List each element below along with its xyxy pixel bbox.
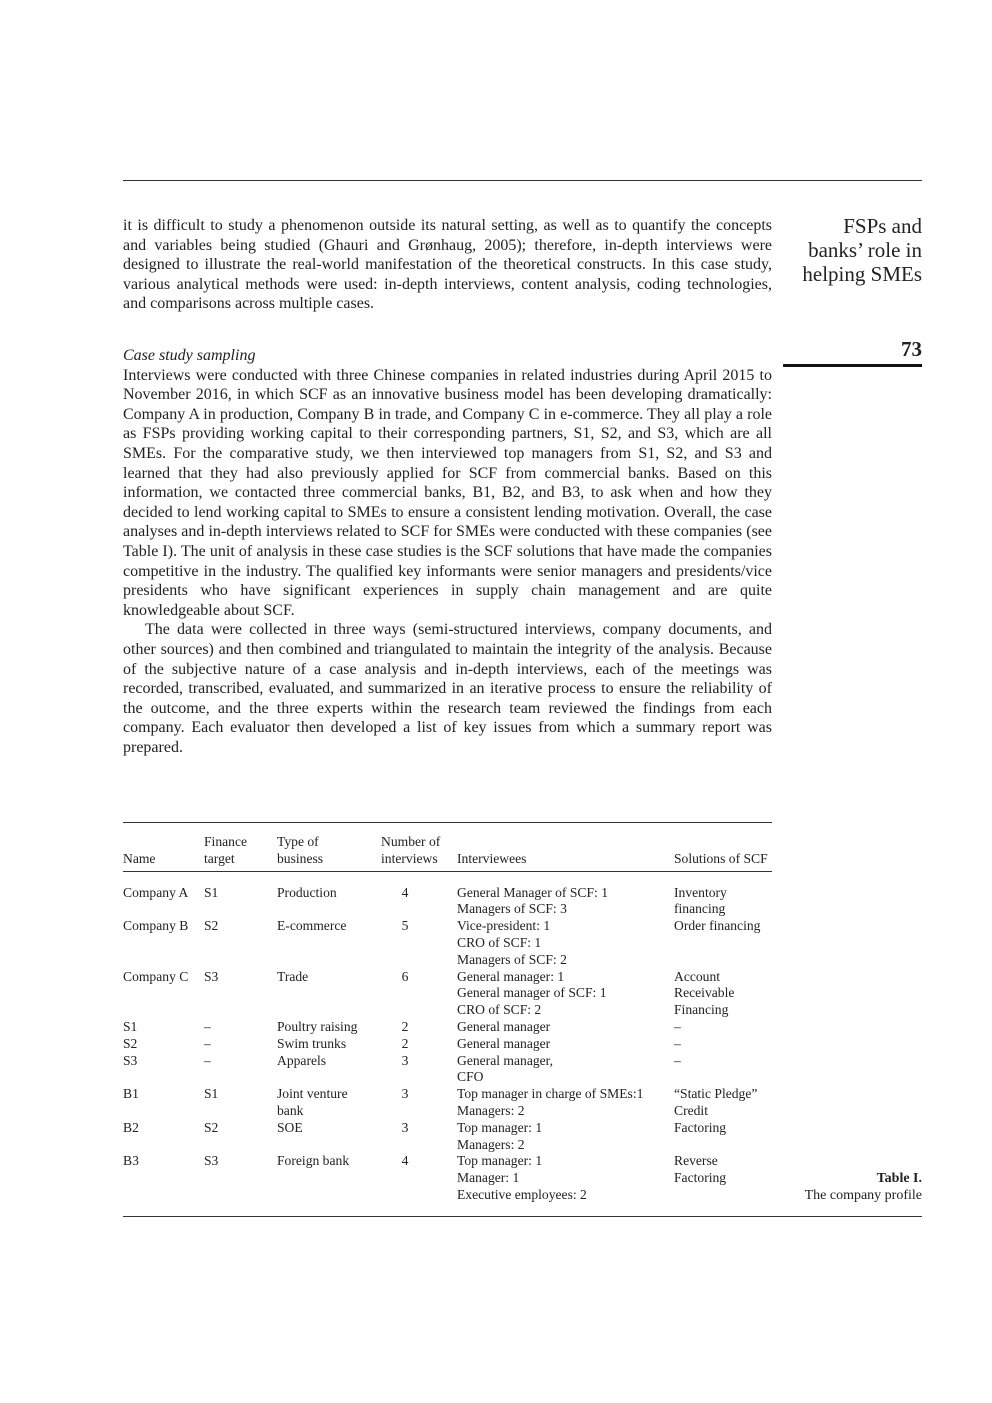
body-paragraph: The data were collected in three ways (semi-structured interviews, company documents, and other sources) and then combined and triangulated to maintain the integrity of the analysis. Because of the subjective nature of a case analysis and in-depth interviews, each of the meetings was recorded, transcribed, evaluated, and summarized in an iterative process to ensure the reliability of the outcome, and the three experts within the research team reviewed the findings from each company. Each evaluator then developed a list of key issues from which a summary report was prepared. [123, 621, 772, 756]
cell-solutions-line: Order financing [674, 918, 761, 934]
cell-solutions-line: Inventory [674, 884, 727, 900]
cell-interviewees-line: Managers: 2 [457, 1102, 525, 1118]
cell-solutions-line: Credit [674, 1102, 708, 1118]
cell-type-of-business [277, 1153, 381, 1203]
cell-type-of-business-line: Foreign bank [277, 1153, 350, 1169]
cell-interviewees [457, 1053, 674, 1087]
cell-type-of-business-line: Trade [277, 968, 309, 984]
table-body [123, 872, 775, 1204]
cell-interviewees [457, 1153, 674, 1203]
cell-number-of-interviews: 4 [401, 884, 409, 900]
body-paragraph: Interviews were conducted with three Chinese companies in related industries during April 2015 to November 2016, in which SCF as an innovative business model has been developing dramatically: Company A in production, Company B in trade, and Company C in e-commerce. They all play a role as FSPs providing working capital to their corresponding partners, S1, S2, and S3, which are all SMEs. For the comparative study, we then interviewed top managers from S1, S2, and S3 and learned that they had also previously applied for SCF from commercial banks. Based on this information, we contacted three commercial banks, B1, B2, and B3, to ask when and how they decided to lend working capital to SMEs to ensure a consistent lending motivation. Overall, the case analyses and in-depth interviews related to SCF for SMEs were conducted with these companies (see Table I). The unit of analysis in these case studies is the SCF solutions that have made the companies competitive in the industry. The qualified key informants were senior managers and presidents/vice presidents who have significant experiences in supply chain management and are quite knowledgeable about SCF. [123, 366, 772, 619]
cell-type-of-business-line: bank [277, 1102, 304, 1118]
cell-finance-target: – [204, 1035, 211, 1051]
cell-interviewees-line: Top manager: 1 [457, 1153, 543, 1169]
cell-finance-target: S1 [204, 884, 219, 900]
table-row [123, 1086, 775, 1120]
col-header-solutions: Solutions of SCF [674, 850, 768, 866]
cell-interviewees-line: General manager [457, 1018, 551, 1034]
cell-interviewees [457, 1086, 674, 1120]
cell-finance-target: S2 [204, 918, 219, 934]
cell-solutions [674, 1153, 775, 1203]
cell-number-of-interviews: 2 [401, 1018, 409, 1034]
cell-type-of-business [277, 1019, 381, 1036]
cell-solutions-line: financing [674, 901, 726, 917]
cell-number-of-interviews: 3 [401, 1119, 409, 1135]
cell-name: B3 [123, 1153, 139, 1169]
cell-solutions-line: – [674, 1018, 681, 1034]
col-header-name: Name [123, 850, 156, 866]
cell-interviewees [457, 1036, 674, 1053]
cell-solutions-line: Financing [674, 1002, 729, 1018]
cell-finance-target: S1 [204, 1086, 219, 1102]
col-header-type-of-business: Type of business [277, 834, 324, 866]
table-row [123, 1053, 775, 1087]
cell-type-of-business [277, 918, 381, 968]
cell-finance-target: – [204, 1052, 211, 1068]
cell-interviewees-line: Managers: 2 [457, 1136, 525, 1152]
table-header-row [123, 834, 775, 872]
cell-interviewees-line: Managers of SCF: 2 [457, 951, 567, 967]
cell-interviewees [457, 1019, 674, 1036]
cell-number-of-interviews: 3 [401, 1052, 409, 1068]
case-study-sampling-section [123, 346, 772, 757]
cell-interviewees-line: General manager: 1 [457, 968, 565, 984]
cell-interviewees-line: General Manager of SCF: 1 [457, 884, 609, 900]
running-head [786, 214, 922, 286]
cell-finance-target: S3 [204, 968, 219, 984]
cell-interviewees [457, 969, 674, 1019]
table-row [123, 872, 775, 919]
table-top-rule [123, 822, 772, 823]
cell-interviewees-line: CFO [457, 1069, 484, 1085]
col-header-interviewees: Interviewees [457, 850, 527, 866]
cell-number-of-interviews: 5 [401, 918, 409, 934]
cell-interviewees-line: Managers of SCF: 3 [457, 901, 567, 917]
cell-type-of-business-line: SOE [277, 1119, 303, 1135]
cell-solutions [674, 918, 775, 968]
cell-name: Company B [123, 918, 189, 934]
cell-name: Company A [123, 884, 189, 900]
cell-type-of-business [277, 1036, 381, 1053]
cell-number-of-interviews: 3 [401, 1086, 409, 1102]
cell-solutions-line: – [674, 1052, 681, 1068]
page-number: 73 [901, 337, 922, 361]
company-profile-table [123, 834, 775, 1204]
table-caption [783, 1170, 922, 1204]
running-head-line: helping SMEs [802, 262, 922, 286]
cell-type-of-business-line: Swim trunks [277, 1035, 347, 1051]
cell-name: Company C [123, 968, 189, 984]
table-bottom-rule [123, 1216, 922, 1217]
table-row [123, 1153, 775, 1203]
cell-solutions-line: “Static Pledge” [674, 1086, 758, 1102]
cell-type-of-business [277, 1086, 381, 1120]
cell-finance-target: S3 [204, 1153, 219, 1169]
cell-finance-target: S2 [204, 1119, 219, 1135]
header-rule [123, 180, 922, 181]
cell-solutions [674, 1019, 775, 1036]
cell-type-of-business-line: Production [277, 884, 337, 900]
caption-label: Table I. [876, 1171, 922, 1186]
cell-type-of-business [277, 1120, 381, 1154]
col-header-number-of-interviews: Number of interviews [381, 834, 441, 866]
cell-interviewees-line: Executive employees: 2 [457, 1186, 587, 1202]
cell-solutions-line: Reverse [674, 1153, 718, 1169]
cell-number-of-interviews: 4 [401, 1153, 409, 1169]
cell-type-of-business [277, 872, 381, 919]
cell-type-of-business [277, 969, 381, 1019]
cell-solutions [674, 872, 775, 919]
cell-interviewees-line: General manager, [457, 1052, 554, 1068]
cell-number-of-interviews: 2 [401, 1035, 409, 1051]
cell-interviewees-line: General manager [457, 1035, 551, 1051]
table-row [123, 918, 775, 968]
cell-number-of-interviews: 6 [401, 968, 409, 984]
cell-interviewees-line: General manager of SCF: 1 [457, 985, 607, 1001]
table-row [123, 1120, 775, 1154]
cell-interviewees-line: CRO of SCF: 1 [457, 934, 542, 950]
cell-solutions [674, 1120, 775, 1154]
cell-interviewees-line: Vice-president: 1 [457, 918, 551, 934]
cell-name: S3 [123, 1052, 138, 1068]
cell-solutions [674, 969, 775, 1019]
cell-interviewees [457, 1120, 674, 1154]
col-header-finance-target: Finance target [204, 834, 248, 866]
cell-type-of-business [277, 1053, 381, 1087]
page-number-rule [783, 364, 922, 367]
table-row [123, 969, 775, 1019]
cell-solutions-line: Receivable [674, 985, 735, 1001]
cell-finance-target: – [204, 1018, 211, 1034]
cell-name: B2 [123, 1119, 139, 1135]
cell-interviewees-line: Top manager: 1 [457, 1119, 543, 1135]
running-head-line: banks’ role in [808, 238, 922, 262]
running-head-line: FSPs and [843, 214, 922, 238]
cell-solutions [674, 1086, 775, 1120]
cell-solutions [674, 1053, 775, 1087]
section-heading: Case study sampling [123, 347, 256, 364]
cell-type-of-business-line: E-commerce [277, 918, 347, 934]
cell-solutions-line: – [674, 1035, 681, 1051]
cell-type-of-business-line: Apparels [277, 1052, 327, 1068]
cell-solutions-line: Factoring [674, 1119, 727, 1135]
cell-interviewees [457, 918, 674, 968]
cell-solutions-line: Factoring [674, 1170, 727, 1186]
cell-solutions-line: Account [674, 968, 721, 984]
intro-section [123, 216, 772, 314]
cell-name: B1 [123, 1086, 139, 1102]
cell-type-of-business-line: Poultry raising [277, 1018, 358, 1034]
cell-name: S2 [123, 1035, 138, 1051]
intro-paragraph: it is difficult to study a phenomenon outside its natural setting, as well as to quantify the concepts and variables being studied (Ghauri and Grønhaug, 2005); therefore, in-depth interviews were designed to illustrate the real-world manifestation of the theoretical constructs. In this case study, various analytical methods were used: in-depth interviews, content analysis, coding technologies, and comparisons across multiple cases. [123, 217, 772, 313]
cell-interviewees-line: Top manager in charge of SMEs:1 [457, 1086, 644, 1102]
cell-interviewees-line: CRO of SCF: 2 [457, 1002, 542, 1018]
table-row [123, 1036, 775, 1053]
caption-text: The company profile [804, 1188, 922, 1203]
cell-interviewees-line: Manager: 1 [457, 1170, 520, 1186]
cell-name: S1 [123, 1018, 138, 1034]
cell-type-of-business-line: Joint venture [277, 1086, 348, 1102]
cell-interviewees [457, 872, 674, 919]
cell-solutions [674, 1036, 775, 1053]
table-row [123, 1019, 775, 1036]
